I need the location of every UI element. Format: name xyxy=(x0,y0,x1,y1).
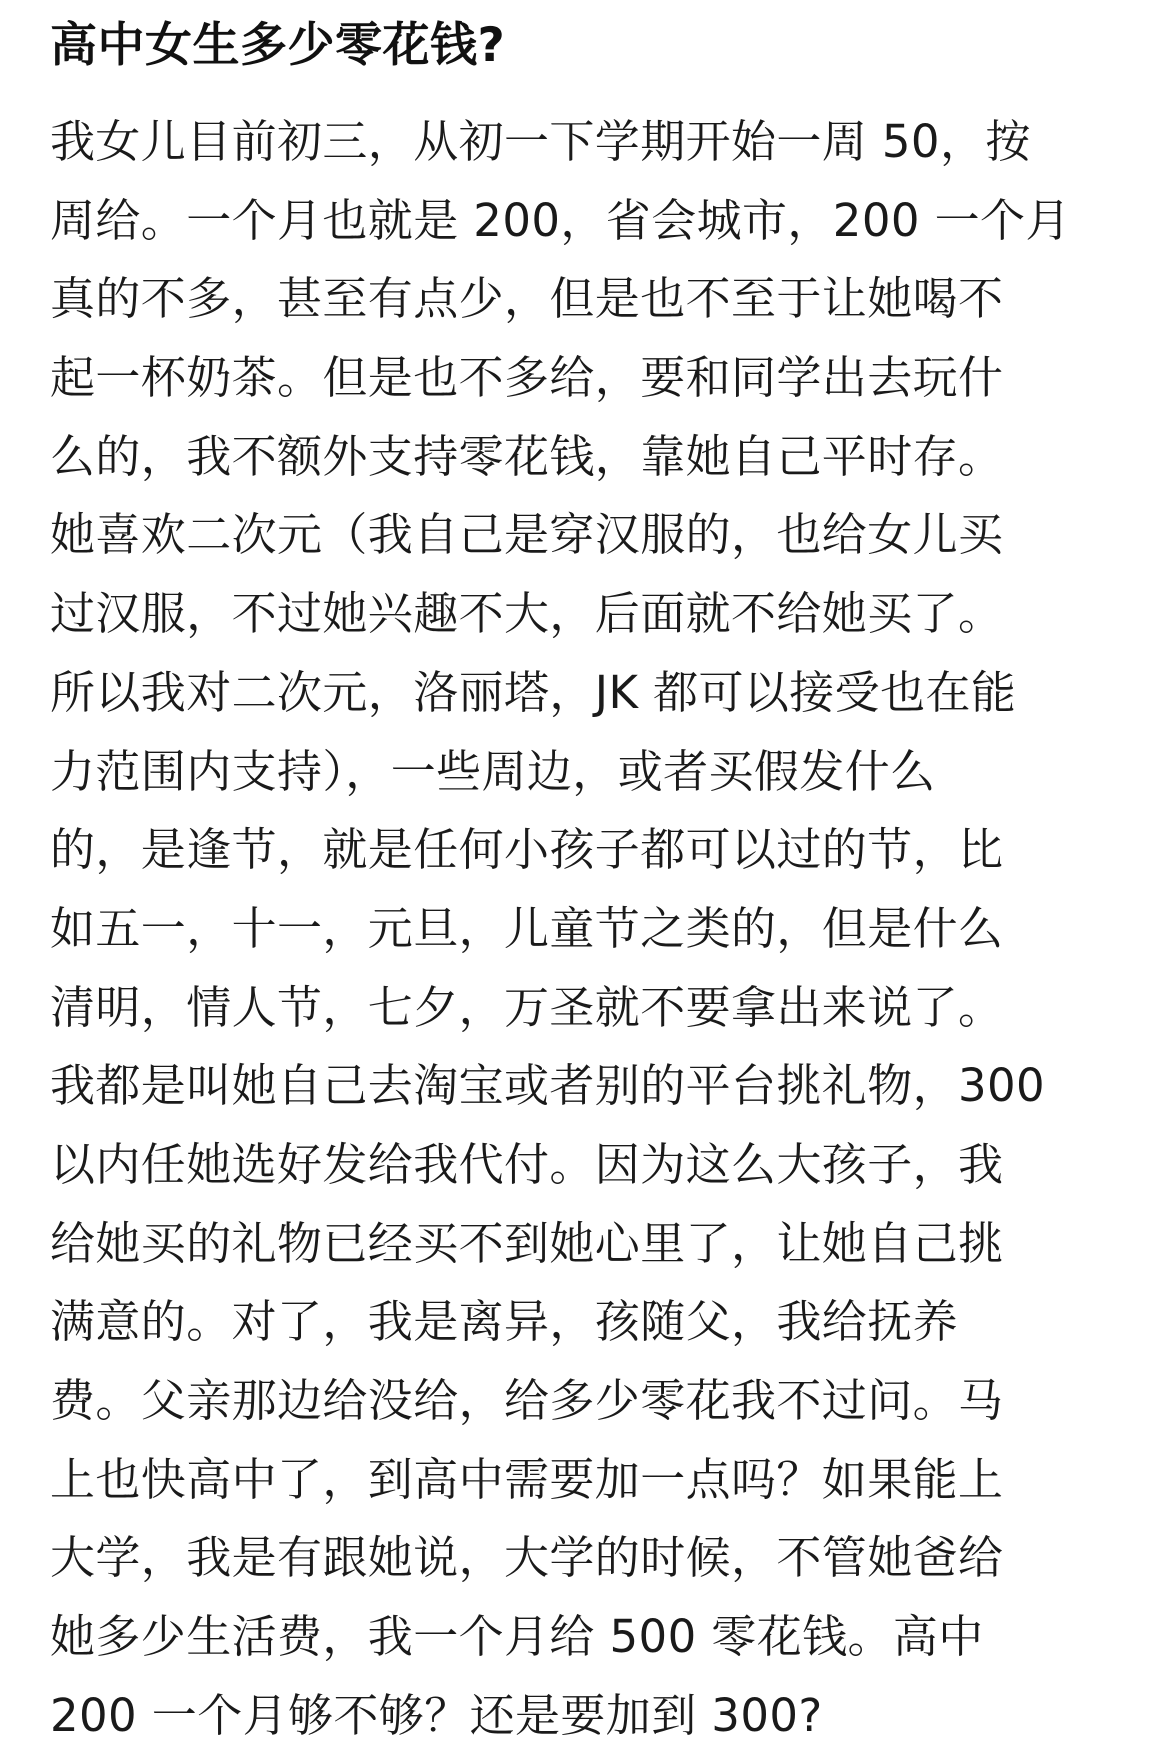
post-body-line: 给她买的礼物已经买不到她心里了，让她自己挑 xyxy=(50,1216,1004,1270)
post-body xyxy=(50,103,1130,1755)
post-body-line: 费。父亲那边给没给，给多少零花我不过问。马 xyxy=(50,1374,1004,1427)
post-body-line: 起一杯奶茶。但是也不多给，要和同学出去玩什 xyxy=(50,351,1004,405)
post-body-line: 我女儿目前初三，从初一下学期开始一周 50，按 xyxy=(50,115,1031,168)
post-body-line: 所以我对二次元，洛丽塔，JK 都可以接受也在能 xyxy=(50,665,1017,719)
post-body-line: 以内任她选好发给我代付。因为这么大孩子，我 xyxy=(50,1137,1004,1191)
post-body-line: 上也快高中了，到高中需要加一点吗？如果能上 xyxy=(50,1452,1004,1506)
post-body-line: 如五一，十一，元旦，儿童节之类的，但是什么 xyxy=(50,901,1004,955)
post-body-line: 真的不多，甚至有点少，但是也不至于让她喝不 xyxy=(50,272,1004,326)
post-body-line: 她喜欢二次元（我自己是穿汉服的，也给女儿买 xyxy=(50,508,1004,562)
post-body-line: 么的，我不额外支持零花钱，靠她自己平时存。 xyxy=(50,429,1004,483)
post-body-line: 清明，情人节，七夕，万圣就不要拿出来说了。 xyxy=(50,980,1004,1034)
post-body-line: 200 一个月够不够？还是要加到 300? xyxy=(50,1688,823,1742)
post-body-line: 我都是叫她自己去淘宝或者别的平台挑礼物，300 xyxy=(50,1059,1046,1113)
post-title: 高中女生多少零花钱? xyxy=(50,18,506,73)
post-body-line: 力范围内支持），一些周边，或者买假发什么 xyxy=(50,744,936,798)
post-body-line: 她多少生活费，我一个月给 500 零花钱。高中 xyxy=(50,1610,984,1664)
post-body-line: 的，是逢节，就是任何小孩子都可以过的节，比 xyxy=(50,823,1004,877)
post-body-line: 周给。一个月也就是 200，省会城市，200 一个月 xyxy=(50,193,1071,247)
post-body-line: 满意的。对了，我是离异，孩随父，我给抚养 xyxy=(50,1295,959,1349)
post-body-line: 过汉服，不过她兴趣不大，后面就不给她买了。 xyxy=(50,587,1004,641)
post-body-line: 大学，我是有跟她说，大学的时候，不管她爸给 xyxy=(50,1531,1004,1585)
